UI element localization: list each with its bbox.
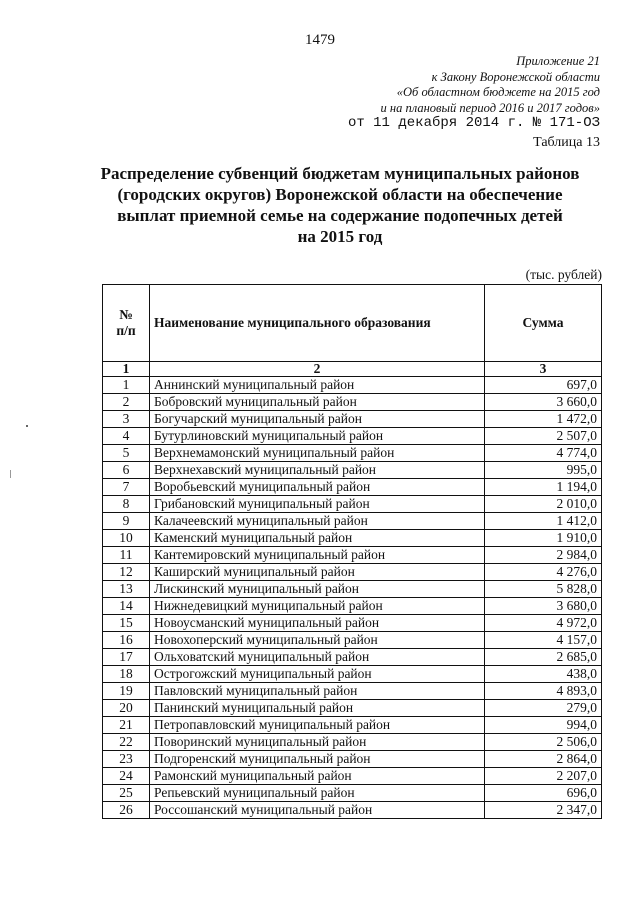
row-number: 23 [103, 751, 150, 768]
row-number: 1 [103, 377, 150, 394]
row-municipality-name: Поворинский муниципальный район [150, 734, 485, 751]
table-row [103, 700, 602, 717]
scan-speck [26, 425, 28, 427]
row-number: 8 [103, 496, 150, 513]
table-row [103, 785, 602, 802]
table-row [103, 598, 602, 615]
row-number: 2 [103, 394, 150, 411]
row-municipality-name: Острогожский муниципальный район [150, 666, 485, 683]
table-row [103, 411, 602, 428]
row-number: 20 [103, 700, 150, 717]
appendix-line-3: «Об областном бюджете на 2015 год [396, 85, 600, 99]
row-number: 15 [103, 615, 150, 632]
row-sum: 1 194,0 [485, 479, 602, 496]
row-sum: 1 910,0 [485, 530, 602, 547]
table-row [103, 734, 602, 751]
table-row [103, 632, 602, 649]
row-sum: 4 893,0 [485, 683, 602, 700]
title-line-1: Распределение субвенций бюджетам муниципальных районов [100, 164, 580, 183]
row-number: 6 [103, 462, 150, 479]
row-municipality-name: Богучарский муниципальный район [150, 411, 485, 428]
header-number [103, 285, 150, 362]
table-row [103, 530, 602, 547]
row-number: 16 [103, 632, 150, 649]
table-row [103, 666, 602, 683]
row-number: 21 [103, 717, 150, 734]
table-header-row [103, 285, 602, 362]
row-municipality-name: Рамонский муниципальный район [150, 768, 485, 785]
row-number: 24 [103, 768, 150, 785]
row-number: 10 [103, 530, 150, 547]
row-sum: 3 680,0 [485, 598, 602, 615]
row-municipality-name: Верхнемамонский муниципальный район [150, 445, 485, 462]
row-number: 18 [103, 666, 150, 683]
appendix-line-4: и на плановый период 2016 и 2017 годов» [380, 100, 600, 115]
row-sum: 438,0 [485, 666, 602, 683]
row-sum: 2 506,0 [485, 734, 602, 751]
row-municipality-name: Кантемировский муниципальный район [150, 547, 485, 564]
row-municipality-name: Каменский муниципальный район [150, 530, 485, 547]
table-row [103, 802, 602, 819]
row-municipality-name: Бутурлиновский муниципальный район [150, 428, 485, 445]
table-row [103, 547, 602, 564]
units-label: (тыс. рублей) [525, 267, 602, 282]
row-municipality-name: Петропавловский муниципальный район [150, 717, 485, 734]
table-body [103, 377, 602, 819]
header-number-line-2: п/п [116, 323, 136, 338]
row-municipality-name: Подгоренский муниципальный район [150, 751, 485, 768]
appendix-line-2: к Закону Воронежской области [431, 69, 600, 84]
page-number: 1479 [305, 32, 335, 48]
row-number: 12 [103, 564, 150, 581]
row-sum: 4 774,0 [485, 445, 602, 462]
row-sum: 1 412,0 [485, 513, 602, 530]
row-sum: 2 347,0 [485, 802, 602, 819]
column-number-row [103, 362, 602, 377]
appendix-line-5: от 11 декабря 2014 г. № 171-ОЗ [347, 115, 600, 131]
row-number: 11 [103, 547, 150, 564]
table-row [103, 768, 602, 785]
row-number: 25 [103, 785, 150, 802]
row-municipality-name: Россошанский муниципальный район [150, 802, 485, 819]
table-row [103, 615, 602, 632]
row-municipality-name: Калачеевский муниципальный район [150, 513, 485, 530]
row-sum: 1 472,0 [485, 411, 602, 428]
title-line-4: на 2015 год [297, 227, 383, 246]
subsidy-table [102, 284, 602, 819]
document-title [70, 163, 610, 247]
row-number: 22 [103, 734, 150, 751]
table-row [103, 377, 602, 394]
row-sum: 2 507,0 [485, 428, 602, 445]
table-row [103, 649, 602, 666]
row-sum: 3 660,0 [485, 394, 602, 411]
row-number: 4 [103, 428, 150, 445]
row-number: 19 [103, 683, 150, 700]
row-number: 26 [103, 802, 150, 819]
row-municipality-name: Лискинский муниципальный район [150, 581, 485, 598]
column-number-2: 2 [150, 362, 485, 377]
table-label: Таблица 13 [533, 135, 600, 150]
row-sum: 4 157,0 [485, 632, 602, 649]
table-row [103, 683, 602, 700]
table-row [103, 564, 602, 581]
row-sum: 697,0 [485, 377, 602, 394]
table-row [103, 479, 602, 496]
column-number-3: 3 [485, 362, 602, 377]
table-row [103, 717, 602, 734]
row-sum: 2 984,0 [485, 547, 602, 564]
row-number: 17 [103, 649, 150, 666]
row-municipality-name: Верхнехавский муниципальный район [150, 462, 485, 479]
row-sum: 2 207,0 [485, 768, 602, 785]
table-row [103, 428, 602, 445]
row-municipality-name: Панинский муниципальный район [150, 700, 485, 717]
row-sum: 4 972,0 [485, 615, 602, 632]
header-number-line-1: № [119, 307, 133, 322]
scan-speck [10, 470, 11, 478]
table-row [103, 462, 602, 479]
row-number: 9 [103, 513, 150, 530]
row-number: 3 [103, 411, 150, 428]
table-row [103, 394, 602, 411]
table-row [103, 513, 602, 530]
row-municipality-name: Ольховатский муниципальный район [150, 649, 485, 666]
header-sum: Сумма [485, 285, 602, 362]
row-municipality-name: Нижнедевицкий муниципальный район [150, 598, 485, 615]
row-number: 13 [103, 581, 150, 598]
row-number: 5 [103, 445, 150, 462]
table-row [103, 445, 602, 462]
table-row [103, 751, 602, 768]
row-sum: 2 685,0 [485, 649, 602, 666]
row-municipality-name: Каширский муниципальный район [150, 564, 485, 581]
row-municipality-name: Бобровский муниципальный район [150, 394, 485, 411]
row-sum: 696,0 [485, 785, 602, 802]
row-sum: 2 864,0 [485, 751, 602, 768]
table-row [103, 581, 602, 598]
appendix-block [348, 54, 600, 132]
row-municipality-name: Павловский муниципальный район [150, 683, 485, 700]
row-municipality-name: Репьевский муниципальный район [150, 785, 485, 802]
row-municipality-name: Новоусманский муниципальный район [150, 615, 485, 632]
row-number: 7 [103, 479, 150, 496]
row-sum: 994,0 [485, 717, 602, 734]
row-sum: 4 276,0 [485, 564, 602, 581]
title-line-2: (городских округов) Воронежской области на обеспечение [117, 185, 563, 204]
header-name: Наименование муниципального образования [150, 285, 485, 362]
row-municipality-name: Аннинский муниципальный район [150, 377, 485, 394]
row-sum: 995,0 [485, 462, 602, 479]
row-sum: 2 010,0 [485, 496, 602, 513]
title-line-3: выплат приемной семье на содержание подопечных детей [117, 206, 563, 225]
row-sum: 5 828,0 [485, 581, 602, 598]
row-number: 14 [103, 598, 150, 615]
row-municipality-name: Воробьевский муниципальный район [150, 479, 485, 496]
row-municipality-name: Грибановский муниципальный район [150, 496, 485, 513]
row-sum: 279,0 [485, 700, 602, 717]
row-municipality-name: Новохоперский муниципальный район [150, 632, 485, 649]
table-row [103, 496, 602, 513]
appendix-line-1: Приложение 21 [516, 54, 600, 68]
column-number-1: 1 [103, 362, 150, 377]
